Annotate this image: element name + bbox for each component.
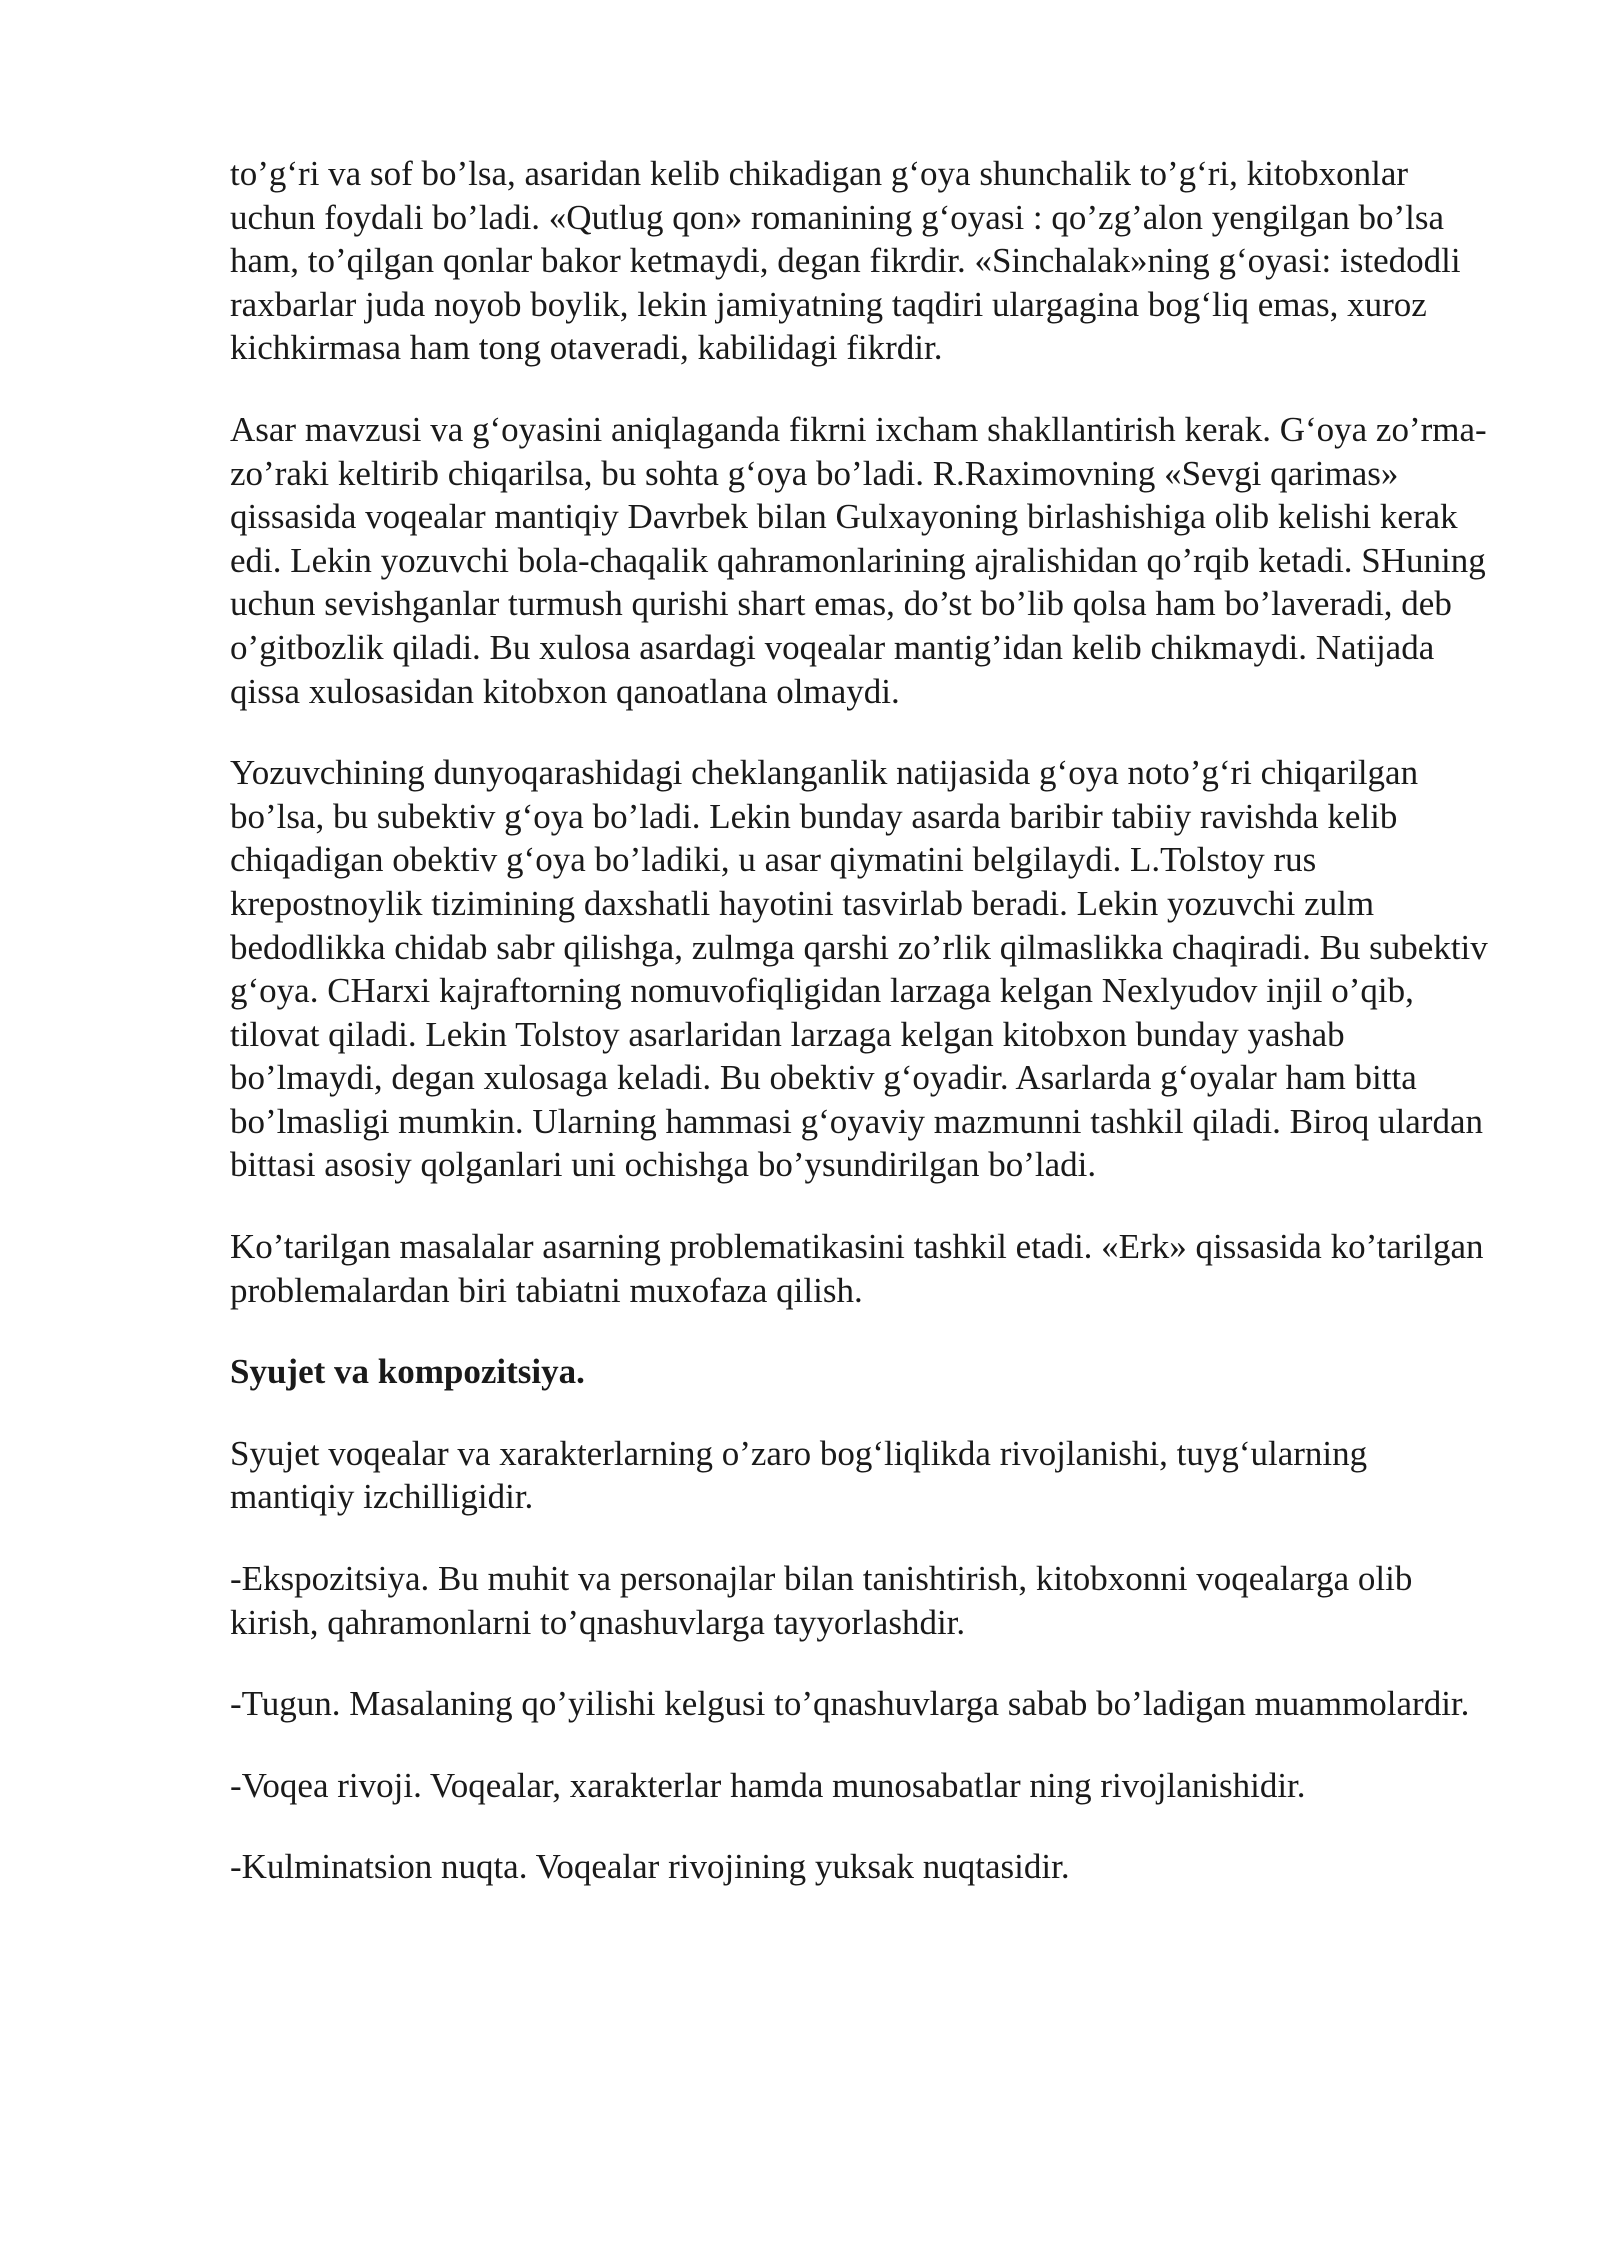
document-page bbox=[230, 152, 1490, 1927]
paragraph-subektiv-goya: Yozuvchining dunyoqarashidagi cheklanganlik natijasida g‘oya noto’g‘ri chiqarilgan bo’lsa, bu subektiv g‘oya bo’ladi. Lekin bunday asarda baribir tabiiy ravishda kelib chiqadigan obektiv g‘oya bo’ladiki, u asar qiymatini belgilaydi. L.Tolstoy rus krepostnoylik tizimining daxshatli hayotini tasvirlab beradi. Lekin yozuvchi zulm bedodlikka chidab sabr qilishga, zulmga qarshi zo’rlik qilmaslikka chaqiradi. Bu subektiv g‘oya. CHarxi kajraftorning nomuvofiqligidan larzaga kelgan Nexlyudov injil o’qib, tilovat qiladi. Lekin Tolstoy asarlaridan larzaga kelgan kitobxon bunday yashab bo’lmaydi, degan xulosaga keladi. Bu obektiv g‘oyadir. Asarlarda g‘oyalar ham bitta bo’lmasligi mumkin. Ularning hammasi g‘oyaviy mazmunni tashkil qiladi. Biroq ulardan bittasi asosiy qolganlari uni ochishga bo’ysundirilgan bo’ladi. bbox=[230, 753, 1488, 1185]
paragraph-goya-intro: to’g‘ri va sof bo’lsa, asaridan kelib chikadigan g‘oya shunchalik to’g‘ri, kitobxonlar uchun foydali bo’ladi. «Qutlug qon» romanining g‘oyasi : qo’zg’alon yengilgan bo’lsa ham, to’qilgan qonlar bakor ketmaydi, degan fikrdir. «Sinchalak»ning g‘oyasi: istedodli raxbarlar juda noyob boylik, lekin jamiyatning taqdiri ulargagina bog‘liq emas, xuroz kichkirmasa ham tong otaveradi, kabilidagi fikrdir. bbox=[230, 154, 1461, 368]
list-item-voqea-rivoji: -Voqea rivoji. Voqealar, xarakterlar hamda munosabatlar ning rivojlanishidir. bbox=[230, 1765, 1306, 1805]
list-item-ekspozitsiya: -Ekspozitsiya. Bu muhit va personajlar bilan tanishtirish, kitobxonni voqealarga olib kirish, qahramonlarni to’qnashuvlarga tayyorlashdir. bbox=[230, 1559, 1413, 1642]
section-heading: Syujet va kompozitsiya. bbox=[230, 1352, 585, 1392]
paragraph-problematika: Ko’tarilgan masalalar asarning problematikasini tashkil etadi. «Erk» qissasida ko’tarilgan problemalardan biri tabiatni muxofaza qilish. bbox=[230, 1227, 1484, 1310]
list-item-kulminatsion-nuqta: -Kulminatsion nuqta. Voqealar rivojining yuksak nuqtasidir. bbox=[230, 1847, 1070, 1887]
paragraph-mavzu-goya: Asar mavzusi va g‘oyasini aniqlaganda fikrni ixcham shakllantirish kerak. G‘oya zo’rma-zo’raki keltirib chiqarilsa, bu sohta g‘oya bo’ladi. R.Raximovning «Sevgi qarimas» qissasida voqealar mantiqiy Davrbek bilan Gulxayoning birlashishiga olib kelishi kerak edi. Lekin yozuvchi bola-chaqalik qahramonlarining ajralishidan qo’rqib ketadi. SHuning uchun sevishganlar turmush qurishi shart emas, do’st bo’lib qolsa ham bo’laveradi, deb o’gitbozlik qiladi. Bu xulosa asardagi voqealar mantig’idan kelib chikmaydi. Natijada qissa xulosasidan kitobxon qanoatlana olmaydi. bbox=[230, 409, 1487, 711]
list-item-tugun: -Tugun. Masalaning qo’yilishi kelgusi to’qnashuvlarga sabab bo’ladigan muammolardir. bbox=[230, 1684, 1470, 1724]
paragraph-syujet-definition: Syujet voqealar va xarakterlarning o’zaro bog‘liqlikda rivojlanishi, tuyg‘ularning mantiqiy izchilligidir. bbox=[230, 1433, 1368, 1517]
